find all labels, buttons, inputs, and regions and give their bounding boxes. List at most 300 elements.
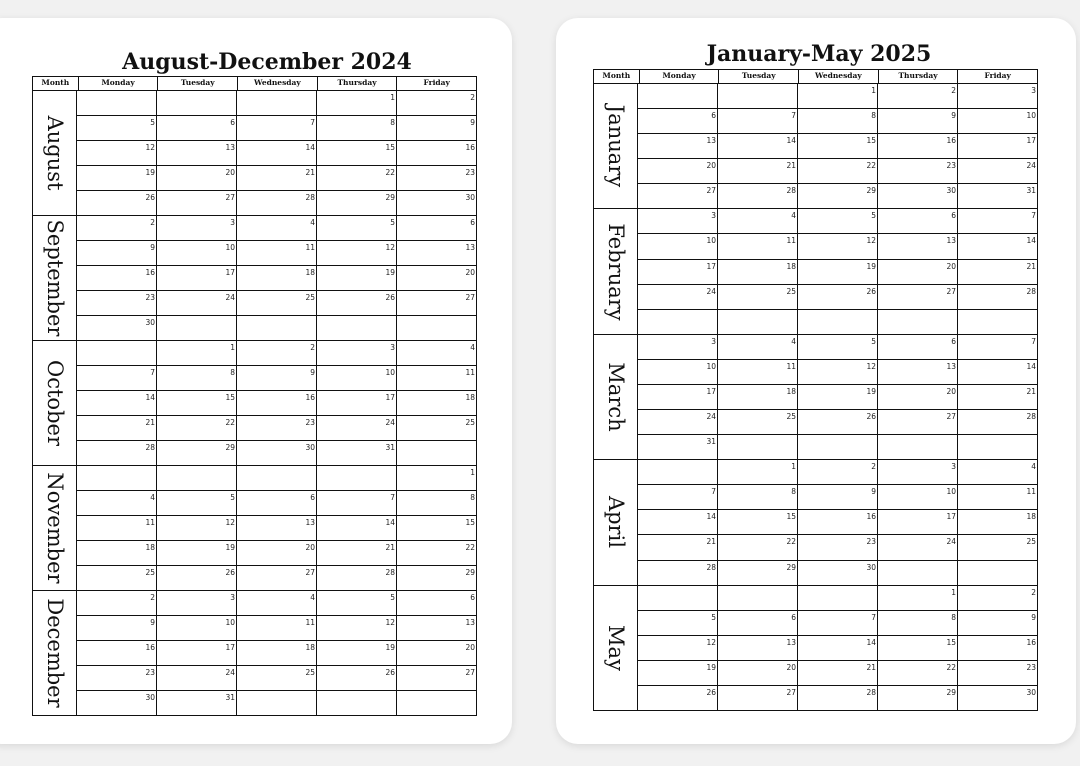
day-cell: 26 (797, 285, 877, 309)
calendar-page-aug-dec-2024 (0, 18, 512, 744)
day-cell: 23 (877, 159, 957, 183)
day-cell (877, 310, 957, 334)
day-cell (76, 91, 156, 115)
day-cell: 30 (877, 184, 957, 208)
day-cell: 3 (156, 216, 236, 240)
week-row (637, 409, 1037, 434)
week-row (637, 259, 1037, 284)
day-cell (156, 466, 236, 490)
month-label-cell (594, 84, 637, 208)
header-friday: Friday (396, 77, 476, 90)
week-row (76, 315, 476, 340)
day-cell (957, 435, 1037, 459)
week-row (76, 140, 476, 165)
day-cell (797, 310, 877, 334)
week-row (76, 690, 476, 715)
day-cell: 4 (236, 216, 316, 240)
day-cell: 31 (316, 441, 396, 465)
day-cell: 16 (236, 391, 316, 415)
month-label-cell (594, 209, 637, 333)
day-cell: 22 (797, 159, 877, 183)
day-cell: 23 (797, 535, 877, 559)
week-row (76, 240, 476, 265)
week-row (76, 216, 476, 240)
day-cell: 8 (797, 109, 877, 133)
day-cell: 15 (877, 636, 957, 660)
day-cell: 13 (156, 141, 236, 165)
week-row (637, 484, 1037, 509)
day-cell: 8 (316, 116, 396, 140)
day-cell: 19 (316, 641, 396, 665)
day-cell: 12 (76, 141, 156, 165)
day-cell: 20 (877, 385, 957, 409)
day-cell: 20 (396, 641, 476, 665)
day-cell: 30 (957, 686, 1037, 710)
day-cell: 14 (717, 134, 797, 158)
day-cell: 2 (957, 586, 1037, 610)
day-cell: 27 (236, 566, 316, 590)
day-cell (797, 435, 877, 459)
day-cell (76, 466, 156, 490)
day-cell: 19 (316, 266, 396, 290)
day-cell: 13 (396, 616, 476, 640)
day-cell: 10 (637, 360, 717, 384)
day-cell (396, 691, 476, 715)
day-cell: 17 (877, 510, 957, 534)
week-row (76, 390, 476, 415)
day-cell: 20 (156, 166, 236, 190)
day-cell: 3 (156, 591, 236, 615)
day-cell: 27 (396, 666, 476, 690)
day-cell (797, 586, 877, 610)
month-label-cell (594, 586, 637, 710)
month-name: October (42, 360, 67, 446)
day-cell: 4 (717, 209, 797, 233)
day-cell: 12 (316, 616, 396, 640)
day-cell: 4 (76, 491, 156, 515)
day-cell: 22 (316, 166, 396, 190)
day-cell: 16 (76, 641, 156, 665)
day-cell (957, 310, 1037, 334)
month-name: March (603, 362, 628, 432)
day-cell (637, 460, 717, 484)
month-label-cell (33, 91, 76, 215)
week-row (637, 434, 1037, 459)
day-cell: 29 (797, 184, 877, 208)
day-cell: 5 (316, 216, 396, 240)
day-cell: 16 (76, 266, 156, 290)
day-cell: 27 (717, 686, 797, 710)
month-name: February (603, 222, 628, 321)
day-cell: 2 (76, 591, 156, 615)
day-cell: 6 (236, 491, 316, 515)
month-label-cell (33, 216, 76, 340)
day-cell (637, 586, 717, 610)
week-row (637, 384, 1037, 409)
week-row (637, 158, 1037, 183)
page-title: August-December 2024 (122, 49, 412, 75)
month-name: November (42, 472, 67, 584)
day-cell: 2 (877, 84, 957, 108)
day-cell: 7 (957, 335, 1037, 359)
day-cell: 29 (396, 566, 476, 590)
day-cell: 1 (877, 586, 957, 610)
day-cell (717, 84, 797, 108)
day-cell: 25 (76, 566, 156, 590)
day-cell: 24 (957, 159, 1037, 183)
day-cell: 22 (877, 661, 957, 685)
week-row (637, 660, 1037, 685)
day-cell (877, 561, 957, 585)
header-wednesday: Wednesday (798, 70, 878, 83)
week-row (76, 515, 476, 540)
day-cell: 27 (396, 291, 476, 315)
week-row (76, 91, 476, 115)
day-cell: 12 (637, 636, 717, 660)
header-monday: Monday (78, 77, 158, 90)
day-cell: 3 (316, 341, 396, 365)
week-row (637, 635, 1037, 660)
day-cell: 27 (156, 191, 236, 215)
day-cell: 19 (637, 661, 717, 685)
day-cell: 16 (797, 510, 877, 534)
day-cell: 24 (156, 291, 236, 315)
day-cell: 28 (316, 566, 396, 590)
day-cell: 17 (637, 260, 717, 284)
week-row (76, 165, 476, 190)
day-cell: 3 (877, 460, 957, 484)
week-row (637, 284, 1037, 309)
day-cell: 28 (637, 561, 717, 585)
day-cell: 26 (797, 410, 877, 434)
day-cell: 30 (396, 191, 476, 215)
day-cell: 25 (717, 285, 797, 309)
month-label-cell (33, 466, 76, 590)
day-cell: 17 (637, 385, 717, 409)
day-cell: 6 (877, 209, 957, 233)
week-row (76, 341, 476, 365)
day-cell: 9 (76, 241, 156, 265)
month-block-september (33, 215, 476, 340)
day-cell (637, 84, 717, 108)
day-cell: 28 (957, 285, 1037, 309)
day-cell: 16 (877, 134, 957, 158)
day-cell: 13 (877, 360, 957, 384)
day-cell: 13 (637, 134, 717, 158)
day-cell: 18 (236, 641, 316, 665)
day-cell: 26 (76, 191, 156, 215)
day-cell: 2 (396, 91, 476, 115)
month-block-april (594, 459, 1037, 584)
day-cell: 10 (156, 241, 236, 265)
month-name: January (603, 104, 628, 188)
day-cell: 7 (637, 485, 717, 509)
day-cell: 13 (396, 241, 476, 265)
day-cell: 9 (236, 366, 316, 390)
week-row (76, 665, 476, 690)
day-cell: 20 (717, 661, 797, 685)
day-cell: 21 (236, 166, 316, 190)
week-row (76, 565, 476, 590)
day-cell: 24 (637, 410, 717, 434)
day-cell: 24 (877, 535, 957, 559)
day-cell: 15 (316, 141, 396, 165)
week-row (76, 115, 476, 140)
week-row (76, 265, 476, 290)
week-row (637, 359, 1037, 384)
header-wednesday: Wednesday (237, 77, 317, 90)
header-thursday: Thursday (317, 77, 397, 90)
day-cell: 17 (957, 134, 1037, 158)
day-cell (76, 341, 156, 365)
header-tuesday: Tuesday (718, 70, 798, 83)
day-cell: 11 (236, 616, 316, 640)
day-cell: 25 (957, 535, 1037, 559)
day-cell: 18 (76, 541, 156, 565)
day-cell: 9 (76, 616, 156, 640)
week-row (637, 335, 1037, 359)
day-cell: 3 (637, 209, 717, 233)
day-cell: 14 (637, 510, 717, 534)
day-cell: 9 (877, 109, 957, 133)
page-title: January-May 2025 (706, 41, 932, 67)
day-cell: 10 (156, 616, 236, 640)
calendar-page-jan-may-2025 (556, 18, 1076, 744)
day-cell: 18 (396, 391, 476, 415)
day-cell: 28 (236, 191, 316, 215)
week-row (637, 133, 1037, 158)
day-cell: 28 (957, 410, 1037, 434)
day-cell: 11 (236, 241, 316, 265)
day-cell: 3 (637, 335, 717, 359)
month-name: May (603, 624, 628, 671)
header-row (33, 77, 476, 91)
day-cell: 20 (396, 266, 476, 290)
week-row (76, 540, 476, 565)
day-cell: 5 (797, 209, 877, 233)
day-cell: 19 (156, 541, 236, 565)
day-cell: 4 (396, 341, 476, 365)
week-row (76, 190, 476, 215)
day-cell: 21 (797, 661, 877, 685)
day-cell: 4 (236, 591, 316, 615)
day-cell: 7 (957, 209, 1037, 233)
day-cell: 16 (396, 141, 476, 165)
week-row (637, 233, 1037, 258)
month-label-cell (594, 335, 637, 459)
day-cell: 7 (797, 611, 877, 635)
day-cell: 27 (637, 184, 717, 208)
day-cell: 18 (957, 510, 1037, 534)
day-cell: 30 (236, 441, 316, 465)
day-cell (717, 586, 797, 610)
week-row (637, 509, 1037, 534)
day-cell (717, 310, 797, 334)
day-cell: 3 (957, 84, 1037, 108)
week-row (637, 183, 1037, 208)
week-row (637, 586, 1037, 610)
day-cell: 23 (76, 666, 156, 690)
day-cell: 24 (316, 416, 396, 440)
day-cell: 21 (957, 385, 1037, 409)
month-block-october (33, 340, 476, 465)
month-name: August (42, 115, 67, 191)
day-cell: 5 (316, 591, 396, 615)
day-cell: 21 (957, 260, 1037, 284)
month-name: September (42, 219, 67, 337)
day-cell: 6 (877, 335, 957, 359)
day-cell: 21 (76, 416, 156, 440)
day-cell (316, 691, 396, 715)
day-cell: 15 (396, 516, 476, 540)
day-cell: 19 (797, 260, 877, 284)
day-cell: 24 (156, 666, 236, 690)
day-cell: 14 (76, 391, 156, 415)
day-cell: 26 (637, 686, 717, 710)
month-label-cell (33, 341, 76, 465)
day-cell: 6 (156, 116, 236, 140)
day-cell: 27 (877, 410, 957, 434)
day-cell: 7 (76, 366, 156, 390)
day-cell (156, 316, 236, 340)
day-cell: 8 (396, 491, 476, 515)
day-cell: 5 (637, 611, 717, 635)
day-cell: 10 (637, 234, 717, 258)
day-cell: 29 (877, 686, 957, 710)
day-cell: 13 (236, 516, 316, 540)
day-cell: 24 (637, 285, 717, 309)
day-cell: 14 (797, 636, 877, 660)
day-cell: 10 (877, 485, 957, 509)
day-cell: 25 (236, 666, 316, 690)
day-cell: 30 (76, 691, 156, 715)
day-cell: 31 (957, 184, 1037, 208)
day-cell: 17 (316, 391, 396, 415)
day-cell: 29 (717, 561, 797, 585)
week-row (637, 460, 1037, 484)
month-name: December (42, 598, 67, 708)
day-cell (236, 91, 316, 115)
day-cell: 30 (797, 561, 877, 585)
header-monday: Monday (639, 70, 719, 83)
day-cell: 25 (236, 291, 316, 315)
day-cell: 28 (717, 184, 797, 208)
day-cell: 13 (877, 234, 957, 258)
day-cell (877, 435, 957, 459)
day-cell (316, 316, 396, 340)
day-cell: 25 (396, 416, 476, 440)
day-cell (717, 435, 797, 459)
day-cell: 10 (316, 366, 396, 390)
day-cell: 1 (316, 91, 396, 115)
day-cell: 9 (957, 611, 1037, 635)
day-cell: 26 (316, 666, 396, 690)
day-cell: 31 (637, 435, 717, 459)
day-cell: 20 (236, 541, 316, 565)
day-cell: 17 (156, 641, 236, 665)
day-cell: 12 (797, 234, 877, 258)
day-cell: 11 (76, 516, 156, 540)
day-cell: 12 (156, 516, 236, 540)
day-cell (236, 691, 316, 715)
day-cell: 7 (717, 109, 797, 133)
day-cell (236, 466, 316, 490)
day-cell: 25 (717, 410, 797, 434)
day-cell: 13 (717, 636, 797, 660)
day-cell: 8 (717, 485, 797, 509)
day-cell: 23 (236, 416, 316, 440)
header-month: Month (602, 71, 631, 80)
week-row (76, 290, 476, 315)
week-row (637, 534, 1037, 559)
month-name: April (603, 496, 628, 549)
day-cell: 2 (76, 216, 156, 240)
day-cell: 23 (957, 661, 1037, 685)
day-cell: 14 (316, 516, 396, 540)
day-cell: 1 (797, 84, 877, 108)
week-row (76, 466, 476, 490)
day-cell: 14 (957, 360, 1037, 384)
week-row (76, 490, 476, 515)
week-row (637, 610, 1037, 635)
week-row (76, 365, 476, 390)
day-cell: 15 (156, 391, 236, 415)
day-cell: 15 (717, 510, 797, 534)
day-cell: 22 (156, 416, 236, 440)
day-cell: 23 (76, 291, 156, 315)
day-cell: 22 (717, 535, 797, 559)
week-row (637, 84, 1037, 108)
day-cell: 18 (236, 266, 316, 290)
day-cell: 31 (156, 691, 236, 715)
day-cell: 23 (396, 166, 476, 190)
day-cell: 11 (717, 360, 797, 384)
day-cell: 20 (637, 159, 717, 183)
day-cell: 6 (717, 611, 797, 635)
day-cell: 2 (797, 460, 877, 484)
day-cell: 18 (717, 260, 797, 284)
day-cell: 21 (717, 159, 797, 183)
week-row (637, 108, 1037, 133)
month-label-cell (33, 591, 76, 715)
day-cell: 2 (236, 341, 316, 365)
day-cell: 26 (156, 566, 236, 590)
day-cell (396, 441, 476, 465)
day-cell: 14 (957, 234, 1037, 258)
day-cell: 21 (316, 541, 396, 565)
day-cell: 11 (396, 366, 476, 390)
day-cell: 12 (316, 241, 396, 265)
day-cell: 5 (797, 335, 877, 359)
header-thursday: Thursday (878, 70, 958, 83)
day-cell (156, 91, 236, 115)
day-cell: 15 (797, 134, 877, 158)
day-cell: 11 (957, 485, 1037, 509)
day-cell (396, 316, 476, 340)
week-row (637, 309, 1037, 334)
day-cell: 8 (877, 611, 957, 635)
day-cell: 21 (637, 535, 717, 559)
day-cell: 28 (797, 686, 877, 710)
calendar-grid (32, 76, 477, 716)
month-block-may (594, 585, 1037, 710)
month-block-february (594, 208, 1037, 333)
day-cell (957, 561, 1037, 585)
week-row (76, 440, 476, 465)
header-tuesday: Tuesday (157, 77, 237, 90)
day-cell: 26 (316, 291, 396, 315)
day-cell (316, 466, 396, 490)
